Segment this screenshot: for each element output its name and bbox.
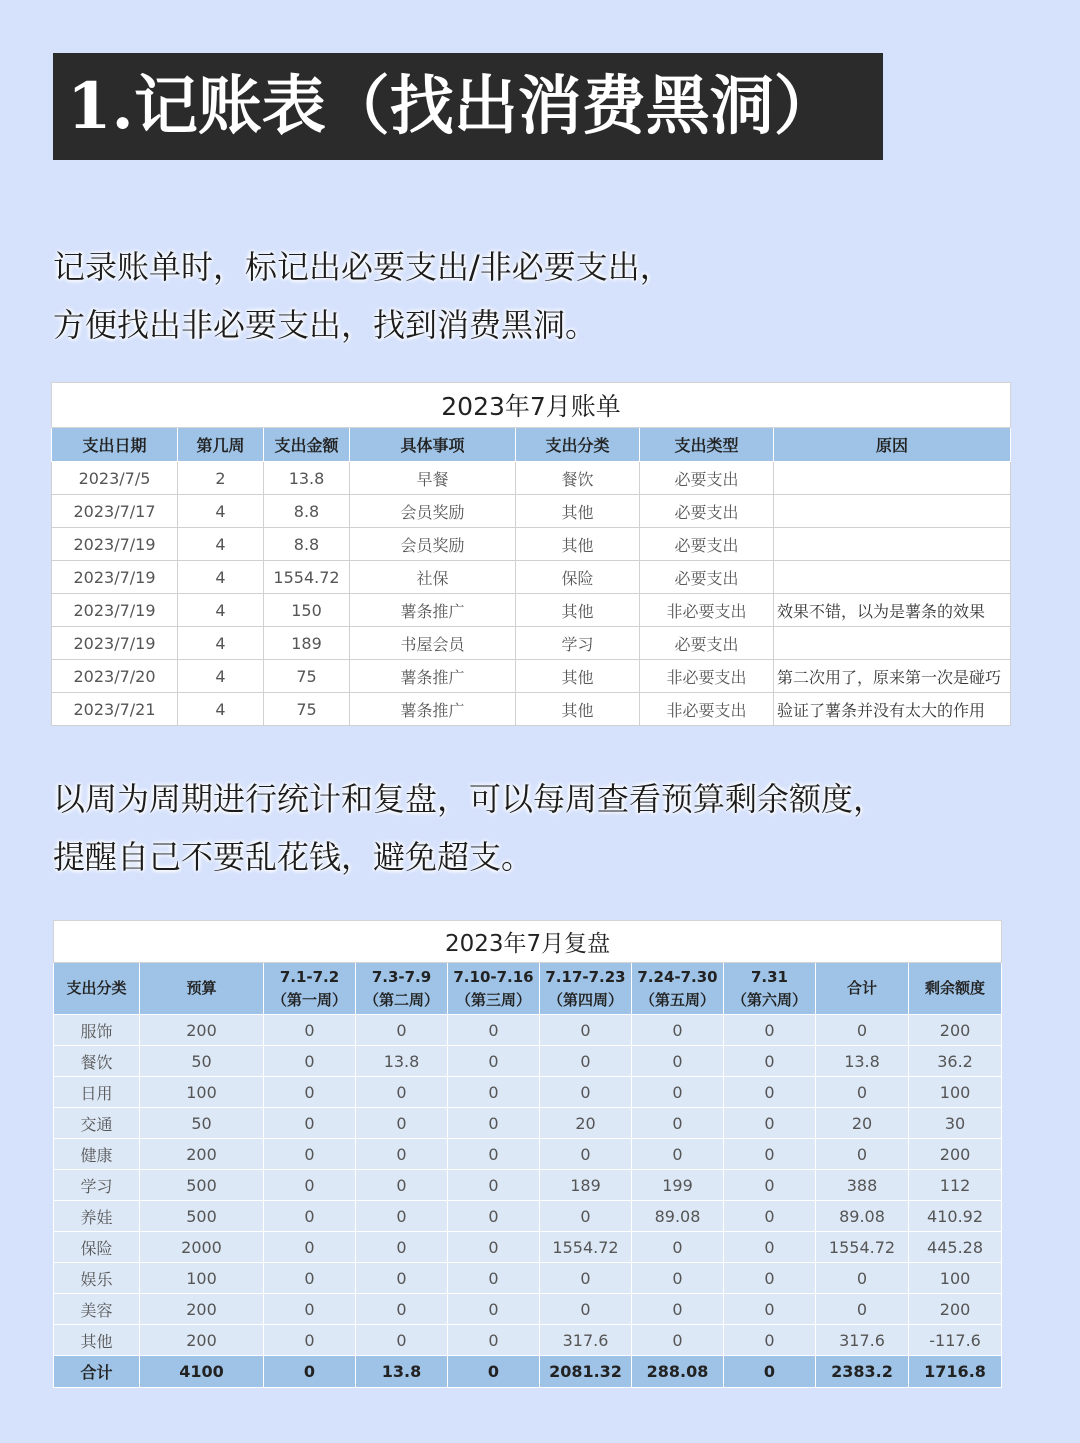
review-cell: 0 bbox=[540, 1139, 632, 1170]
bill-cell: 2023/7/20 bbox=[52, 660, 178, 693]
review-cell: 0 bbox=[724, 1046, 816, 1077]
review-header-cell bbox=[140, 963, 264, 1015]
bill-cell: 薯条推广 bbox=[350, 660, 516, 693]
review-cell: 0 bbox=[448, 1139, 540, 1170]
review-header-cell bbox=[54, 963, 140, 1015]
review-cell: 2000 bbox=[140, 1232, 264, 1263]
table-row bbox=[54, 1170, 1002, 1201]
table-row bbox=[54, 1139, 1002, 1170]
review-cell: 0 bbox=[724, 1263, 816, 1294]
review-cell: 0 bbox=[264, 1232, 356, 1263]
review-header-subline: （第二周） bbox=[363, 990, 439, 1009]
bill-cell: 其他 bbox=[516, 693, 640, 726]
bill-cell: 13.8 bbox=[264, 462, 350, 495]
bill-cell bbox=[774, 561, 1011, 594]
review-cell: 0 bbox=[632, 1108, 724, 1139]
bill-cell: 4 bbox=[178, 660, 264, 693]
bill-cell bbox=[774, 495, 1011, 528]
table-row bbox=[54, 1263, 1002, 1294]
total-cell: 4100 bbox=[140, 1356, 264, 1388]
review-cell: 0 bbox=[632, 1139, 724, 1170]
total-cell: 0 bbox=[264, 1356, 356, 1388]
review-cell: 0 bbox=[816, 1294, 909, 1325]
review-cell: 0 bbox=[540, 1294, 632, 1325]
total-cell: 2383.2 bbox=[816, 1356, 909, 1388]
bill-cell: 8.8 bbox=[264, 495, 350, 528]
bill-cell: 效果不错，以为是薯条的效果 bbox=[774, 594, 1011, 627]
review-cell: 50 bbox=[140, 1108, 264, 1139]
review-cell: 0 bbox=[724, 1077, 816, 1108]
bill-cell: 2 bbox=[178, 462, 264, 495]
bill-cell: 必要支出 bbox=[640, 627, 774, 660]
review-header-cell bbox=[540, 963, 632, 1015]
review-cell: 0 bbox=[356, 1139, 448, 1170]
review-cell: 其他 bbox=[54, 1325, 140, 1356]
table-row bbox=[52, 594, 1011, 627]
review-cell: 200 bbox=[909, 1015, 1002, 1046]
bill-cell: 其他 bbox=[516, 495, 640, 528]
review-cell: 0 bbox=[540, 1263, 632, 1294]
review-cell: 0 bbox=[448, 1108, 540, 1139]
bill-cell: 保险 bbox=[516, 561, 640, 594]
bill-cell: 189 bbox=[264, 627, 350, 660]
review-header-cell bbox=[264, 963, 356, 1015]
review-cell: 0 bbox=[264, 1201, 356, 1232]
review-cell: 0 bbox=[724, 1294, 816, 1325]
review-cell: 健康 bbox=[54, 1139, 140, 1170]
total-cell: 13.8 bbox=[356, 1356, 448, 1388]
review-cell: 日用 bbox=[54, 1077, 140, 1108]
bill-cell: 非必要支出 bbox=[640, 660, 774, 693]
review-cell: 100 bbox=[140, 1263, 264, 1294]
review-cell: 0 bbox=[816, 1263, 909, 1294]
bill-cell: 2023/7/17 bbox=[52, 495, 178, 528]
review-cell: 0 bbox=[816, 1077, 909, 1108]
review-cell: 0 bbox=[264, 1077, 356, 1108]
bill-cell: 4 bbox=[178, 693, 264, 726]
bill-cell: 社保 bbox=[350, 561, 516, 594]
total-cell: 288.08 bbox=[632, 1356, 724, 1388]
review-cell: 100 bbox=[909, 1077, 1002, 1108]
review-cell: 0 bbox=[264, 1046, 356, 1077]
review-cell: 0 bbox=[356, 1201, 448, 1232]
bill-header-cell: 支出金额 bbox=[264, 428, 350, 462]
total-cell: 0 bbox=[448, 1356, 540, 1388]
bill-cell bbox=[774, 462, 1011, 495]
review-header-line: 7.3-7.9 bbox=[371, 967, 432, 986]
bill-cell: 2023/7/5 bbox=[52, 462, 178, 495]
review-cell: 1554.72 bbox=[540, 1232, 632, 1263]
review-cell: 20 bbox=[540, 1108, 632, 1139]
review-cell: 0 bbox=[356, 1170, 448, 1201]
review-cell: 500 bbox=[140, 1170, 264, 1201]
bill-cell: 75 bbox=[264, 693, 350, 726]
review-cell: 1554.72 bbox=[816, 1232, 909, 1263]
review-cell: 200 bbox=[140, 1139, 264, 1170]
review-cell: 200 bbox=[140, 1015, 264, 1046]
review-cell: 交通 bbox=[54, 1108, 140, 1139]
review-cell: 0 bbox=[540, 1077, 632, 1108]
review-cell: 0 bbox=[632, 1325, 724, 1356]
review-table-caption: 2023年7月复盘 bbox=[54, 921, 1002, 963]
table-row bbox=[54, 1046, 1002, 1077]
total-cell: 0 bbox=[724, 1356, 816, 1388]
review-cell: 500 bbox=[140, 1201, 264, 1232]
review-cell: 0 bbox=[264, 1015, 356, 1046]
bill-header-cell: 原因 bbox=[774, 428, 1011, 462]
review-cell: 30 bbox=[909, 1108, 1002, 1139]
review-cell: 0 bbox=[356, 1015, 448, 1046]
intro-line-2: 方便找出非必要支出，找到消费黑洞。 bbox=[53, 306, 598, 344]
bill-cell: 4 bbox=[178, 627, 264, 660]
bill-header-cell: 支出日期 bbox=[52, 428, 178, 462]
review-cell: 0 bbox=[356, 1325, 448, 1356]
bill-cell bbox=[774, 528, 1011, 561]
review-cell: 445.28 bbox=[909, 1232, 1002, 1263]
total-cell: 1716.8 bbox=[909, 1356, 1002, 1388]
bill-header-cell: 第几周 bbox=[178, 428, 264, 462]
review-cell: 餐饮 bbox=[54, 1046, 140, 1077]
total-cell: 合计 bbox=[54, 1356, 140, 1388]
review-cell: 0 bbox=[264, 1108, 356, 1139]
bill-cell: 其他 bbox=[516, 528, 640, 561]
bill-cell bbox=[774, 627, 1011, 660]
bill-cell: 会员奖励 bbox=[350, 528, 516, 561]
bill-cell: 验证了薯条并没有太大的作用 bbox=[774, 693, 1011, 726]
intro-paragraph bbox=[53, 238, 1053, 354]
bill-cell: 会员奖励 bbox=[350, 495, 516, 528]
bill-cell: 餐饮 bbox=[516, 462, 640, 495]
bill-header-cell: 具体事项 bbox=[350, 428, 516, 462]
page-title: 1.记账表（找出消费黑洞） bbox=[53, 53, 883, 160]
review-cell: 学习 bbox=[54, 1170, 140, 1201]
review-cell: 0 bbox=[448, 1232, 540, 1263]
table-row bbox=[54, 1201, 1002, 1232]
review-cell: 0 bbox=[264, 1170, 356, 1201]
bill-cell: 必要支出 bbox=[640, 462, 774, 495]
review-header-line: 合计 bbox=[846, 979, 877, 997]
review-cell: 美容 bbox=[54, 1294, 140, 1325]
review-cell: 0 bbox=[632, 1015, 724, 1046]
bill-table-caption: 2023年7月账单 bbox=[52, 383, 1011, 428]
review-cell: 0 bbox=[448, 1201, 540, 1232]
bill-cell: 4 bbox=[178, 495, 264, 528]
review-cell: 200 bbox=[140, 1325, 264, 1356]
review-cell: 0 bbox=[540, 1015, 632, 1046]
review-cell: 0 bbox=[816, 1139, 909, 1170]
table-row bbox=[52, 561, 1011, 594]
table-row bbox=[52, 495, 1011, 528]
review-cell: 0 bbox=[632, 1046, 724, 1077]
review-cell: 0 bbox=[448, 1294, 540, 1325]
review-table bbox=[53, 920, 1002, 1388]
table-row bbox=[54, 1077, 1002, 1108]
review-header-line: 7.10-7.16 bbox=[453, 967, 534, 986]
bill-cell: 2023/7/21 bbox=[52, 693, 178, 726]
review-header-subline: （第三周） bbox=[455, 990, 531, 1009]
review-cell: 0 bbox=[632, 1077, 724, 1108]
review-cell: 0 bbox=[356, 1263, 448, 1294]
review-cell: 0 bbox=[724, 1232, 816, 1263]
review-cell: 0 bbox=[448, 1046, 540, 1077]
table-row bbox=[54, 1108, 1002, 1139]
bill-cell: 8.8 bbox=[264, 528, 350, 561]
review-cell: 0 bbox=[448, 1263, 540, 1294]
review-cell: 36.2 bbox=[909, 1046, 1002, 1077]
review-cell: 0 bbox=[632, 1232, 724, 1263]
review-header-cell bbox=[356, 963, 448, 1015]
total-cell: 2081.32 bbox=[540, 1356, 632, 1388]
review-cell: 0 bbox=[724, 1325, 816, 1356]
bill-header-cell: 支出分类 bbox=[516, 428, 640, 462]
review-cell: 200 bbox=[140, 1294, 264, 1325]
review-cell: 0 bbox=[264, 1325, 356, 1356]
review-cell: 0 bbox=[724, 1139, 816, 1170]
table-row bbox=[52, 693, 1011, 726]
review-cell: 410.92 bbox=[909, 1201, 1002, 1232]
intro-line-1: 记录账单时，标记出必要支出/非必要支出， bbox=[53, 248, 672, 286]
review-cell: 0 bbox=[264, 1139, 356, 1170]
review-header-cell bbox=[632, 963, 724, 1015]
review-cell: 112 bbox=[909, 1170, 1002, 1201]
review-cell: 0 bbox=[540, 1201, 632, 1232]
review-cell: 100 bbox=[909, 1263, 1002, 1294]
review-cell: 0 bbox=[632, 1263, 724, 1294]
review-header-subline: （第五周） bbox=[639, 990, 715, 1009]
bill-header-cell: 支出类型 bbox=[640, 428, 774, 462]
bill-cell: 75 bbox=[264, 660, 350, 693]
review-cell: 200 bbox=[909, 1294, 1002, 1325]
bill-cell: 150 bbox=[264, 594, 350, 627]
table-row bbox=[52, 528, 1011, 561]
bill-table bbox=[51, 382, 1011, 726]
bill-cell: 其他 bbox=[516, 660, 640, 693]
review-cell: 199 bbox=[632, 1170, 724, 1201]
review-cell: 89.08 bbox=[816, 1201, 909, 1232]
review-cell: 0 bbox=[448, 1170, 540, 1201]
bill-cell: 2023/7/19 bbox=[52, 528, 178, 561]
review-paragraph bbox=[53, 770, 1053, 886]
table-row bbox=[54, 1325, 1002, 1356]
bill-cell: 1554.72 bbox=[264, 561, 350, 594]
table-row bbox=[54, 1015, 1002, 1046]
review-header-cell bbox=[724, 963, 816, 1015]
bill-cell: 学习 bbox=[516, 627, 640, 660]
table-row bbox=[52, 627, 1011, 660]
review-cell: 服饰 bbox=[54, 1015, 140, 1046]
review-cell: 0 bbox=[448, 1325, 540, 1356]
review-cell: 0 bbox=[356, 1077, 448, 1108]
bill-cell: 必要支出 bbox=[640, 495, 774, 528]
bill-cell: 2023/7/19 bbox=[52, 627, 178, 660]
review-cell: 0 bbox=[448, 1015, 540, 1046]
review-header-cell bbox=[448, 963, 540, 1015]
review-line-2: 提醒自己不要乱花钱，避免超支。 bbox=[53, 838, 534, 876]
review-cell: 0 bbox=[356, 1294, 448, 1325]
review-cell: 0 bbox=[264, 1294, 356, 1325]
review-header-line: 7.31 bbox=[750, 967, 788, 986]
review-header-subline: （第六周） bbox=[731, 990, 807, 1009]
bill-cell: 必要支出 bbox=[640, 561, 774, 594]
review-cell: 0 bbox=[816, 1015, 909, 1046]
table-row bbox=[54, 1294, 1002, 1325]
bill-cell: 4 bbox=[178, 528, 264, 561]
review-cell: 养娃 bbox=[54, 1201, 140, 1232]
review-cell: 89.08 bbox=[632, 1201, 724, 1232]
review-cell: 189 bbox=[540, 1170, 632, 1201]
bill-cell: 4 bbox=[178, 561, 264, 594]
bill-cell: 其他 bbox=[516, 594, 640, 627]
bill-cell: 早餐 bbox=[350, 462, 516, 495]
bill-cell: 非必要支出 bbox=[640, 693, 774, 726]
review-cell: 0 bbox=[724, 1108, 816, 1139]
review-cell: 0 bbox=[540, 1046, 632, 1077]
bill-cell: 2023/7/19 bbox=[52, 594, 178, 627]
total-row bbox=[54, 1356, 1002, 1388]
bill-cell: 薯条推广 bbox=[350, 693, 516, 726]
review-cell: 13.8 bbox=[356, 1046, 448, 1077]
review-cell: 50 bbox=[140, 1046, 264, 1077]
table-row bbox=[54, 1232, 1002, 1263]
review-cell: 0 bbox=[356, 1232, 448, 1263]
review-cell: 100 bbox=[140, 1077, 264, 1108]
review-cell: 0 bbox=[724, 1170, 816, 1201]
review-cell: 0 bbox=[632, 1294, 724, 1325]
table-row bbox=[52, 660, 1011, 693]
review-cell: 0 bbox=[724, 1015, 816, 1046]
review-cell: 0 bbox=[356, 1108, 448, 1139]
review-cell: 200 bbox=[909, 1139, 1002, 1170]
review-cell: 20 bbox=[816, 1108, 909, 1139]
bill-cell: 第二次用了，原来第一次是碰巧 bbox=[774, 660, 1011, 693]
review-cell: -117.6 bbox=[909, 1325, 1002, 1356]
review-header-line: 剩余额度 bbox=[925, 979, 986, 997]
review-header-cell bbox=[909, 963, 1002, 1015]
table-row bbox=[52, 462, 1011, 495]
review-cell: 0 bbox=[264, 1263, 356, 1294]
bill-cell: 书屋会员 bbox=[350, 627, 516, 660]
bill-cell: 必要支出 bbox=[640, 528, 774, 561]
review-cell: 13.8 bbox=[816, 1046, 909, 1077]
review-header-cell bbox=[816, 963, 909, 1015]
review-header-line: 支出分类 bbox=[66, 979, 127, 997]
review-line-1: 以周为周期进行统计和复盘，可以每周查看预算剩余额度， bbox=[53, 780, 886, 818]
review-header-line: 7.1-7.2 bbox=[279, 967, 340, 986]
bill-cell: 2023/7/19 bbox=[52, 561, 178, 594]
review-cell: 保险 bbox=[54, 1232, 140, 1263]
bill-cell: 薯条推广 bbox=[350, 594, 516, 627]
review-cell: 0 bbox=[724, 1201, 816, 1232]
review-cell: 317.6 bbox=[540, 1325, 632, 1356]
review-cell: 0 bbox=[448, 1077, 540, 1108]
bill-cell: 4 bbox=[178, 594, 264, 627]
review-cell: 娱乐 bbox=[54, 1263, 140, 1294]
bill-cell: 非必要支出 bbox=[640, 594, 774, 627]
review-header-subline: （第一周） bbox=[271, 990, 347, 1009]
review-header-subline: （第四周） bbox=[547, 990, 623, 1009]
review-header-line: 7.17-7.23 bbox=[545, 967, 626, 986]
review-header-line: 预算 bbox=[186, 979, 217, 997]
review-cell: 388 bbox=[816, 1170, 909, 1201]
review-header-line: 7.24-7.30 bbox=[637, 967, 718, 986]
review-cell: 317.6 bbox=[816, 1325, 909, 1356]
